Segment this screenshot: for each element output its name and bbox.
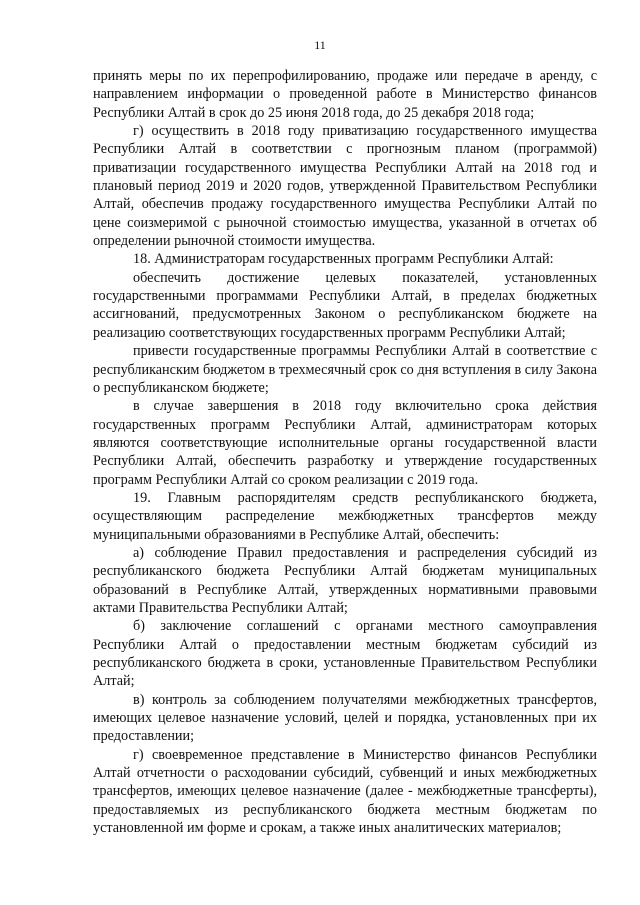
paragraph-continuation: принять меры по их перепрофилированию, продаже или передаче в аренду, с направлением информации о проведенной работе в Министерство финансов Республики Алтай в срок до 25 июня 2018 года, до 25 декабря 2018 года; <box>93 68 597 121</box>
paragraph-section-19: 19. Главным распорядителям средств республиканского бюджета, осуществляющим распределение межбюджетных трансфертов между муниципальными образованиями в Республике Алтай, обеспечить: <box>93 489 597 543</box>
paragraph-19-b: б) заключение соглашений с органами местного самоуправления Республики Алтай о предоставлении местным бюджетам субсидий из республиканского бюджета в сроки, установленные Правительством Республики Алтай; <box>93 618 597 690</box>
paragraph-19-v: в) контроль за соблюдением получателями межбюджетных трансфертов, имеющих целевое назначение условий, целей и порядка, установленных при их предоставлении; <box>93 691 597 745</box>
page-number: 11 <box>314 38 326 52</box>
paragraph-18-new-programs: в случае завершения в 2018 году включительно срока действия государственных программ Республики Алтай, администраторам которых являются соответствующие исполнительные органы государственной власти Республики Алтай, обеспечить разработку и утверждение государственных программ Республики Алтай со сроком реализации с 2019 года. <box>93 398 597 488</box>
paragraph-18-targets: обеспечить достижение целевых показателей, установленных государственными программами Республики Алтай, в пределах бюджетных ассигнований, предусмотренных Законом о республиканском бюджете на реализацию соответствующих государственных программ Республики Алтай; <box>93 269 597 341</box>
paragraph-item-g-privatization: г) осуществить в 2018 году приватизацию государственного имущества Республики Алтай в соответствии с прогнозным планом (программой) приватизации государственного имущества Республики Алтай на 2018 год и плановый период 2019 и 2020 годов, утвержденной Правительством Республики Алтай, обеспечив продажу государственного имущества Республики Алтай по цене соизмеримой с рыночной стоимостью имущества, указанной в отчетах об определении рыночной стоимости имущества. <box>93 123 597 250</box>
document-body <box>93 67 597 837</box>
paragraph-19-g: г) своевременное представление в Министерство финансов Республики Алтай отчетности о расходовании субсидий, субвенций и иных межбюджетных трансфертов, имеющих целевое назначение (далее - межбюджетные трансферты), предоставляемых из республиканского бюджета местным бюджетам по установленной им форме и срокам, а также иных аналитических материалов; <box>93 746 597 837</box>
paragraph-section-18: 18. Администраторам государственных программ Республики Алтай: <box>133 251 554 268</box>
paragraph-19-a: а) соблюдение Правил предоставления и распределения субсидий из республиканского бюджета Республики Алтай бюджетам муниципальных образований в Республике Алтай, утвержденных нормативными правовыми актами Правительства Республики Алтай; <box>93 544 597 616</box>
paragraph-18-align-programs: привести государственные программы Республики Алтай в соответствие с республиканским бюджетом в трехмесячный срок со дня вступления в силу Закона о республиканском бюджете; <box>93 343 597 396</box>
